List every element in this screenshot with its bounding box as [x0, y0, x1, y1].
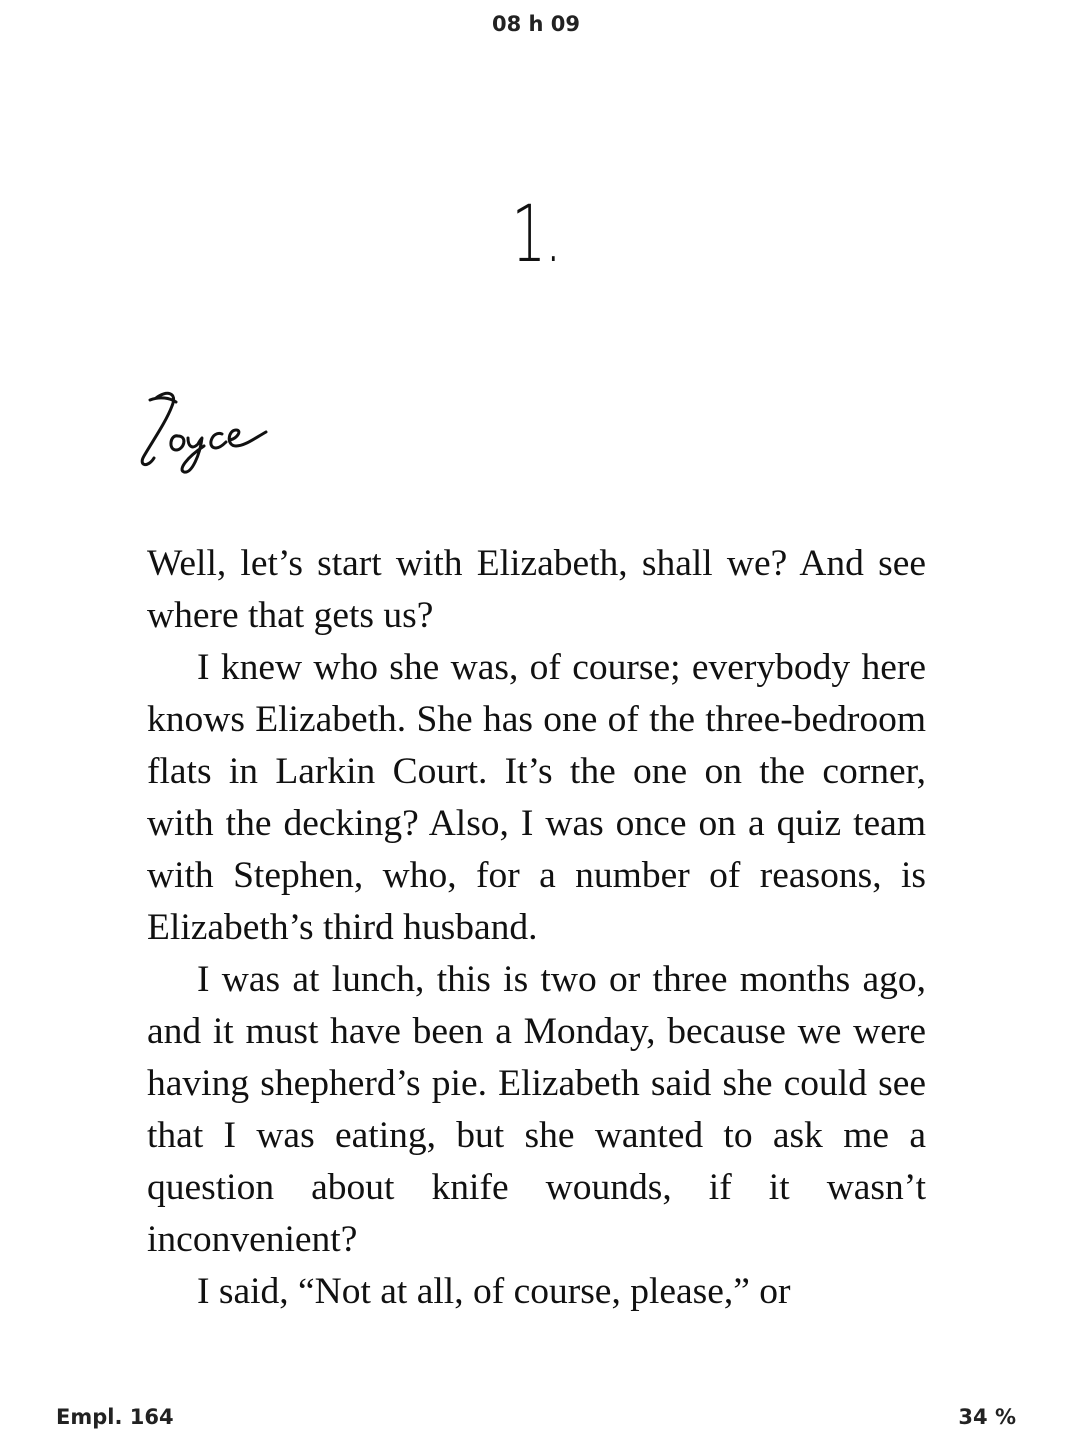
chapter-number: 1.: [511, 190, 561, 280]
clock-time: 08 h 09: [491, 12, 581, 36]
page-body-text: [147, 538, 926, 1346]
paragraph: I knew who she was, of course; everybody here knows Elizabeth. She has one of the three-bedroom flats in Larkin Court. It’s the one on the corner, with the decking? Also, I was once on a quiz team with Stephen, who, for a number of reasons, is Elizabeth’s third husband.: [147, 647, 926, 948]
reading-location[interactable]: Empl. 164: [56, 1405, 174, 1429]
chapter-narrator-heading: [126, 384, 286, 484]
paragraph: I said, “Not at all, of course, please,” or: [197, 1271, 791, 1312]
reading-progress[interactable]: 34 %: [958, 1405, 1016, 1429]
joyce-script-signature: [126, 384, 286, 484]
paragraph: Well, let’s start with Elizabeth, shall we? And see where that gets us?: [147, 543, 926, 636]
paragraph: I was at lunch, this is two or three months ago, and it must have been a Monday, because we were having shepherd’s pie. Elizabeth said she could see that I was eating, but she wanted to ask me a question about knife wounds, if it wasn’t inconvenient?: [147, 959, 926, 1260]
